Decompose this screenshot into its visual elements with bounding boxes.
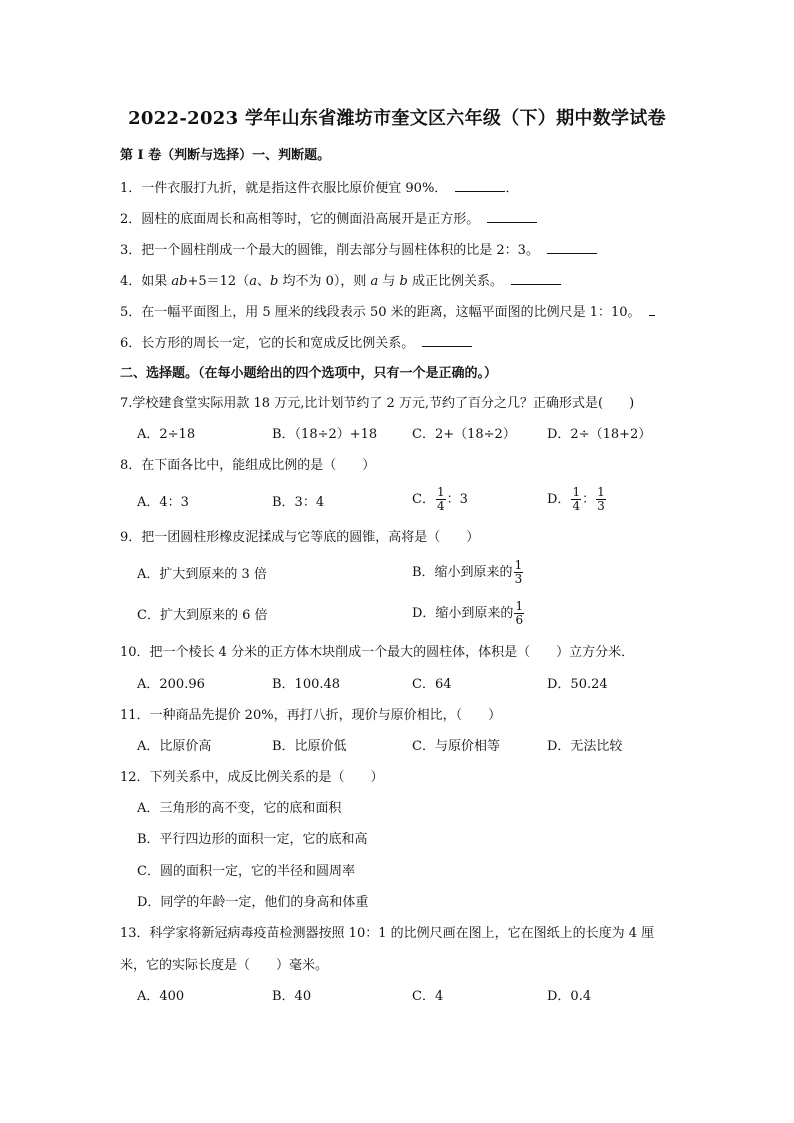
q10-option-b[interactable]: B．100.48 [272,677,341,692]
var-a: a [249,274,257,289]
question-8-stem: 8．在下面各比中，能组成比例的是（ ） [120,458,376,473]
q11-option-c[interactable]: C．与原价相等 [412,739,500,754]
judge-q4-mid2: 与 [378,274,400,289]
answer-blank[interactable] [547,241,597,254]
question-12-stem: 12．下列关系中，成反比例关系的是（ ） [120,770,384,785]
q13-option-d[interactable]: D．0.4 [547,989,592,1004]
q12-option-c[interactable]: C．圆的面积一定，它的半径和圆周率 [137,864,355,879]
fraction [596,486,606,513]
fraction-denominator: 3 [597,499,605,513]
section-1-heading: 第 I 卷（判断与选择）一、判断题。 [120,148,331,163]
fraction-denominator: 4 [572,499,581,513]
fraction-denominator: 6 [515,613,524,627]
answer-blank[interactable] [487,210,537,223]
option-label: D． [547,492,571,507]
fraction-numerator: 1 [514,558,523,572]
judge-q4-pre: 4．如果 [120,274,172,289]
fraction-numerator: 1 [436,485,445,499]
option-label: C． [412,492,435,507]
judge-q4-end: 成正比例关系。 [407,274,503,289]
fraction-numerator: 1 [515,599,524,613]
judge-q6-text: 6．长方形的周长一定，它的长和宽成反比例关系。 [120,336,415,351]
q12-option-a[interactable]: A．三角形的高不变，它的底和面积 [137,801,342,816]
fraction-numerator: 1 [572,485,581,499]
question-11-stem: 11．一种商品先提价 20%，再打八折，现价与原价相比，（ ） [120,708,502,723]
fraction [436,486,446,513]
answer-blank[interactable] [649,303,655,316]
var-ab: ab [171,274,188,289]
q12-option-d[interactable]: D．同学的年龄一定，他们的身高和体重 [137,895,369,910]
q8-option-d[interactable] [547,486,607,513]
section-2-heading: 二、选择题。（在每小题给出的四个选项中，只有一个是正确的。） [120,366,498,381]
question-13-stem-line2: 米，它的实际长度是（ ）毫米。 [120,958,329,973]
judge-question-5 [120,303,655,321]
ratio-colon: ： [582,492,596,507]
option-tail: ：3 [446,492,468,507]
q8-option-b[interactable]: B．3：4 [272,495,325,510]
judge-question-3 [120,241,597,259]
q7-option-d[interactable]: D．2÷（18+2） [547,427,652,442]
q10-option-a[interactable]: A．200.96 [137,677,205,692]
judge-q1-tail: ． [505,181,519,196]
judge-question-1 [120,179,518,197]
var-b: b [399,274,408,289]
question-13-stem-line1: 13．科学家将新冠病毒疫苗检测器按照 10：1 的比例尺画在图上，它在图纸上的长度为 4 厘 [120,926,655,941]
judge-q3-text: 3．把一个圆柱削成一个最大的圆锥，削去部分与圆柱体积的比是 2：3。 [120,243,539,258]
option-label: B．缩小到原来的 [412,565,513,580]
q13-option-a[interactable]: A．400 [137,989,185,1004]
fraction [571,486,581,513]
judge-question-2 [120,210,537,228]
q12-option-b[interactable]: B．平行四边形的面积一定，它的底和高 [137,832,368,847]
judge-q4-mid: +5＝12（ [187,274,250,289]
fraction-numerator: 1 [597,485,605,499]
fraction-denominator: 3 [514,572,523,586]
q9-option-a[interactable]: A．扩大到原来的 3 倍 [137,567,267,582]
option-label: D．缩小到原来的 [412,606,514,621]
q13-option-c[interactable]: C．4 [412,989,444,1004]
judge-question-6 [120,334,472,352]
q10-option-d[interactable]: D．50.24 [547,677,608,692]
var-a: a [370,274,379,289]
exam-title: 2022-2023 学年山东省潍坊市奎文区六年级（下）期中数学试卷 [128,108,666,129]
question-7-stem: 7.学校建食堂实际用款 18 万元,比计划节约了 2 万元,节约了百分之几？正确形式是( ) [120,396,635,411]
q11-option-b[interactable]: B．比原价低 [272,739,347,754]
q8-option-a[interactable]: A．4：3 [137,495,189,510]
q7-option-b[interactable]: B．（18÷2）+18 [272,427,378,442]
question-10-stem: 10．把一个棱长 4 分米的正方体木块削成一个最大的圆柱体，体积是（ ）立方分米． [120,645,635,660]
q9-option-c[interactable]: C．扩大到原来的 6 倍 [137,608,268,623]
judge-q5-text: 5．在一幅平面图上，用 5 厘米的线段表示 50 米的距离，这幅平面图的比例尺是 1：10。 [120,305,641,320]
q9-option-d[interactable] [412,600,525,627]
question-9-stem: 9．把一团圆柱形橡皮泥揉成与它等底的圆锥，高将是（ ） [120,530,480,545]
answer-blank[interactable] [511,272,561,285]
judge-q4-sep: 、 [256,274,270,289]
judge-q2-text: 2．圆柱的底面周长和高相等时，它的侧面沿高展开是正方形。 [120,212,480,227]
q8-option-c[interactable] [412,486,468,513]
answer-blank[interactable] [455,179,505,192]
q11-option-a[interactable]: A．比原价高 [137,739,212,754]
answer-blank[interactable] [422,334,472,347]
fraction-denominator: 4 [436,499,445,513]
judge-q1-text: 1．一件衣服打九折，就是指这件衣服比原价便宜 90%． [120,181,448,196]
judge-q4-post: 均不为 0），则 [278,274,371,289]
q9-option-b[interactable] [412,559,524,586]
q13-option-b[interactable]: B．40 [272,989,312,1004]
fraction [514,559,524,586]
q10-option-c[interactable]: C．64 [412,677,452,692]
q7-option-c[interactable]: C．2+（18÷2） [412,427,516,442]
q7-option-a[interactable]: A．2÷18 [137,427,196,442]
q11-option-d[interactable]: D．无法比较 [547,739,623,754]
var-b: b [269,274,279,289]
fraction [514,600,524,627]
judge-question-4 [120,272,561,290]
